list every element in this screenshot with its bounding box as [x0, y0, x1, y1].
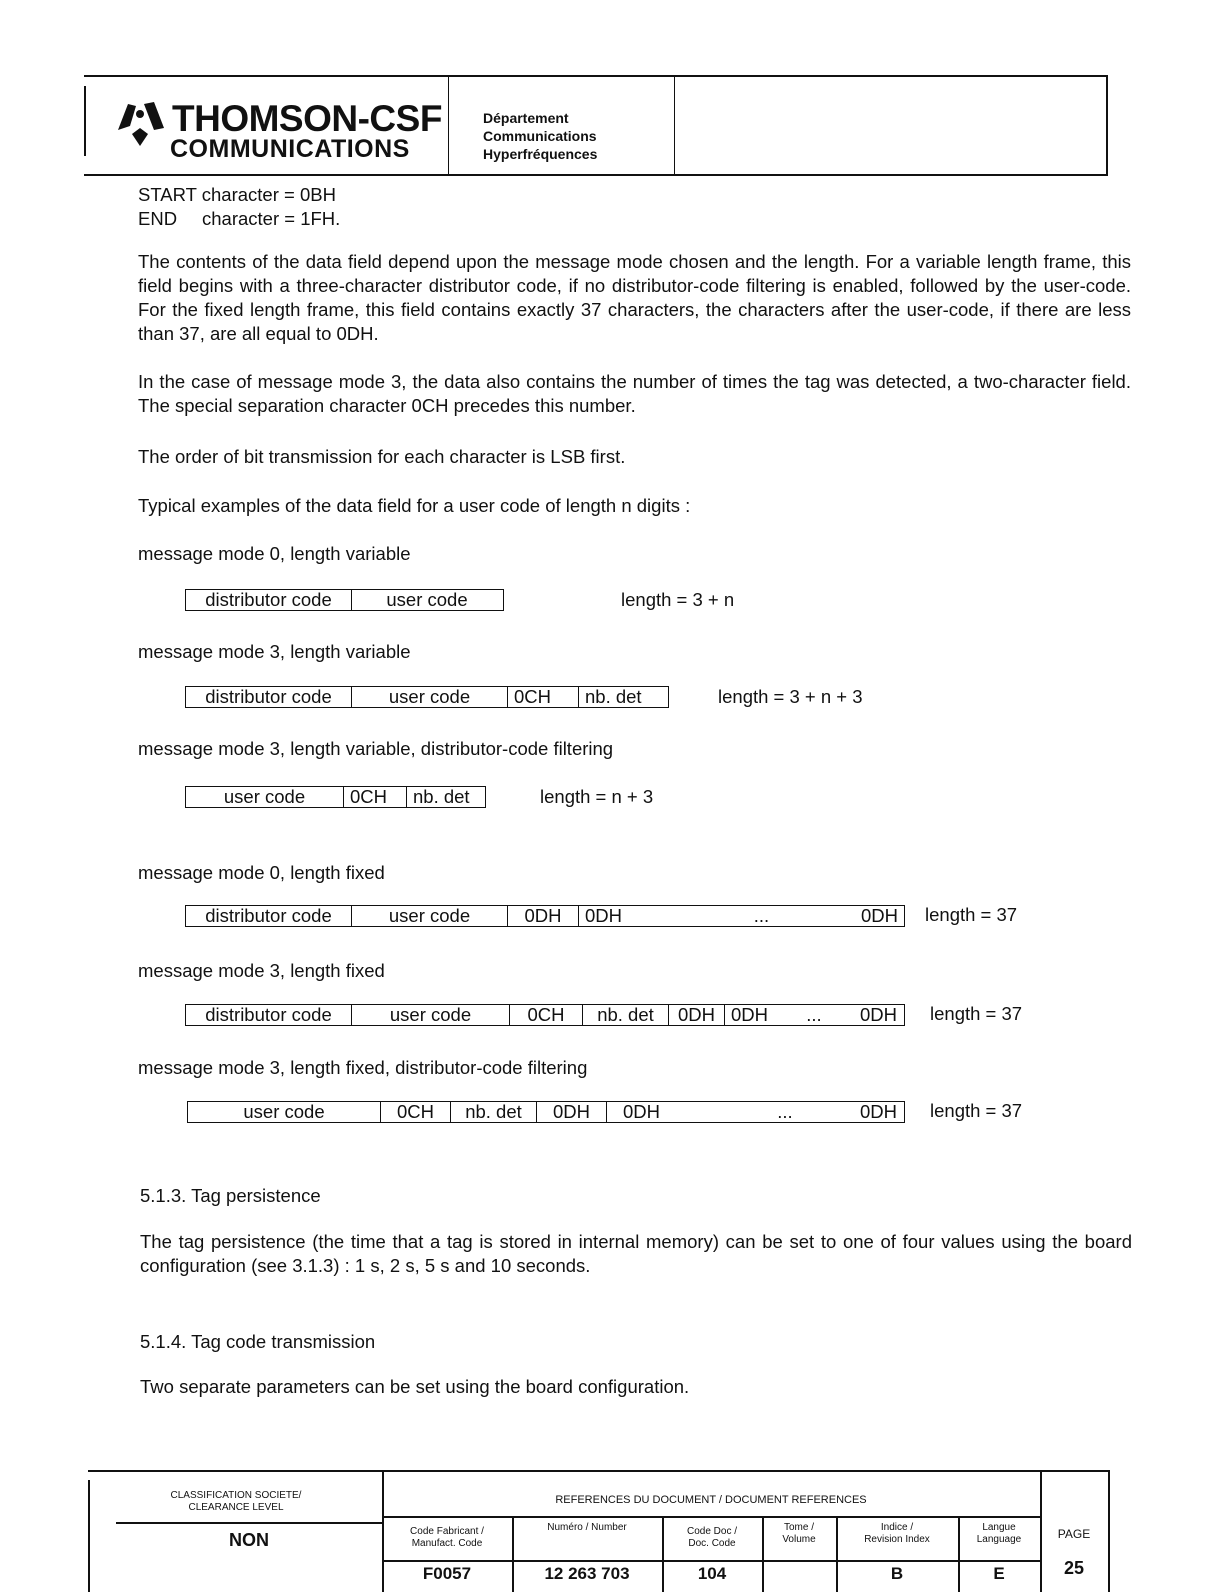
- frame-cell: distributor code: [186, 687, 352, 707]
- frame-cell: ...: [806, 1004, 822, 1025]
- department-block: [483, 109, 597, 163]
- example-caption: message mode 0, length variable: [138, 543, 411, 564]
- frame-cell: user code: [352, 1005, 510, 1025]
- thomson-logo-icon: [114, 100, 166, 150]
- paragraph-tag-code: Two separate parameters can be set using the board configuration.: [140, 1376, 690, 1397]
- frame-diagram: [185, 786, 486, 808]
- frame-cell: distributor code: [186, 1005, 352, 1025]
- frame-cell: 0CH: [344, 787, 407, 807]
- frame-cell: user code: [186, 787, 344, 807]
- frame-diagram: [185, 905, 905, 927]
- length-label: length = 37: [930, 1003, 1023, 1024]
- company-name: THOMSON-CSF: [172, 98, 442, 139]
- length-label: length = n + 3: [540, 786, 654, 807]
- example-caption: message mode 3, length fixed, distributor-code filtering: [138, 1057, 588, 1078]
- paragraph-data-field: The contents of the data field depend upon the message mode chosen and the length. For a variable length frame, this field begins with a three-character distributor code, if no distributor-code filtering is enabled, followed by the user-code. For the fixed length frame, this field contains exactly 37 characters, the characters after the user-code, if there are less than 37, are all equal to 0DH.: [138, 251, 1131, 344]
- frame-cell: 0DH: [623, 1101, 661, 1122]
- ref-col-manufact-code: Code Fabricant / Manufact. Code: [410, 1526, 484, 1549]
- frame-cell: 0DH: [860, 905, 898, 926]
- frame-diagram: [187, 1101, 905, 1123]
- frame-cell: 0CH: [510, 1005, 583, 1025]
- ref-value-number: 12 263 703: [544, 1564, 630, 1583]
- example-caption: message mode 0, length fixed: [138, 862, 385, 883]
- department-line: Département: [483, 110, 569, 126]
- length-label: length = 3 + n: [621, 589, 735, 610]
- frame-cell-group: [607, 1102, 903, 1122]
- example-caption: message mode 3, length variable: [138, 641, 411, 662]
- frame-cell: ...: [777, 1101, 793, 1122]
- frame-cell: 0DH: [731, 1004, 769, 1025]
- frame-cell: nb. det: [583, 1005, 669, 1025]
- frame-cell: nb. det: [451, 1102, 537, 1122]
- page-number: 25: [1063, 1558, 1085, 1578]
- ref-col-number: Numéro / Number: [547, 1522, 627, 1533]
- company-division: COMMUNICATIONS: [170, 135, 410, 163]
- ref-value-manufact-code: F0057: [422, 1564, 472, 1583]
- frame-cell: user code: [352, 687, 508, 707]
- frame-cell: 0DH: [508, 906, 579, 926]
- classification-value: NON: [229, 1530, 269, 1550]
- frame-cell: 0CH: [508, 687, 579, 707]
- frame-cell: user code: [188, 1102, 381, 1122]
- frame-cell-group: [579, 906, 904, 926]
- frame-cell: 0DH: [859, 1004, 897, 1025]
- department-line: Hyperfréquences: [483, 146, 598, 162]
- section-heading-5-1-4: 5.1.4. Tag code transmission: [140, 1331, 376, 1352]
- length-label: length = 3 + n + 3: [718, 686, 863, 707]
- frame-cell: 0DH: [669, 1005, 725, 1025]
- frame-cell: ...: [753, 905, 770, 926]
- length-label: length = 37: [925, 904, 1018, 925]
- page-label: PAGE: [1057, 1527, 1091, 1541]
- frame-diagram: [185, 686, 669, 708]
- start-character-line: START character = 0BH: [138, 184, 336, 205]
- frame-cell: user code: [352, 906, 508, 926]
- frame-cell: distributor code: [186, 590, 352, 610]
- example-caption: message mode 3, length fixed: [138, 960, 385, 981]
- ref-col-revision-index: Indice / Revision Index: [864, 1522, 930, 1545]
- frame-cell-group: [725, 1005, 903, 1025]
- frame-diagram: [185, 1004, 905, 1026]
- example-caption: message mode 3, length variable, distributor-code filtering: [138, 738, 614, 759]
- frame-cell: 0DH: [859, 1101, 897, 1122]
- frame-cell: user code: [386, 590, 468, 610]
- paragraph-tag-persistence: The tag persistence (the time that a tag is stored in internal memory) can be set to one of four values using the board configuration (see 3.1.3) : 1 s, 2 s, 5 s and 10 seconds.: [140, 1231, 1132, 1276]
- length-label: length = 37: [930, 1100, 1023, 1121]
- paragraph-mode3: In the case of message mode 3, the data also contains the number of times the tag was detected, a two-character field. The special separation character 0CH precedes this number.: [138, 371, 1131, 416]
- ref-value-doc-code: 104: [697, 1564, 727, 1583]
- ref-col-doc-code: Code Doc / Doc. Code: [686, 1526, 738, 1549]
- ref-value-revision: B: [890, 1564, 904, 1583]
- frame-cell: 0DH: [537, 1102, 607, 1122]
- frame-cell: 0DH: [585, 905, 623, 926]
- frame-diagram: [185, 589, 504, 611]
- ref-value-language: E: [993, 1564, 1005, 1583]
- paragraph-examples-intro: Typical examples of the data field for a user code of length n digits :: [138, 495, 691, 516]
- document-reference-block: [88, 1470, 1110, 1592]
- ref-col-language: Langue Language: [976, 1522, 1022, 1545]
- end-character-line: character = 1FH.: [202, 208, 341, 229]
- end-label: END: [138, 208, 178, 229]
- references-title: REFERENCES DU DOCUMENT / DOCUMENT REFERENCES: [555, 1494, 867, 1506]
- frame-cell: 0CH: [381, 1102, 451, 1122]
- department-line: Communications: [483, 128, 597, 144]
- paragraph-bit-order: The order of bit transmission for each character is LSB first.: [138, 446, 626, 467]
- frame-cell: distributor code: [186, 906, 352, 926]
- ref-col-volume: Tome / Volume: [782, 1522, 816, 1545]
- frame-cell: nb. det: [585, 687, 642, 707]
- frame-cell: nb. det: [413, 787, 470, 807]
- classification-label: CLASSIFICATION SOCIETE/ CLEARANCE LEVEL: [170, 1490, 302, 1513]
- section-heading-5-1-3: 5.1.3. Tag persistence: [140, 1185, 321, 1206]
